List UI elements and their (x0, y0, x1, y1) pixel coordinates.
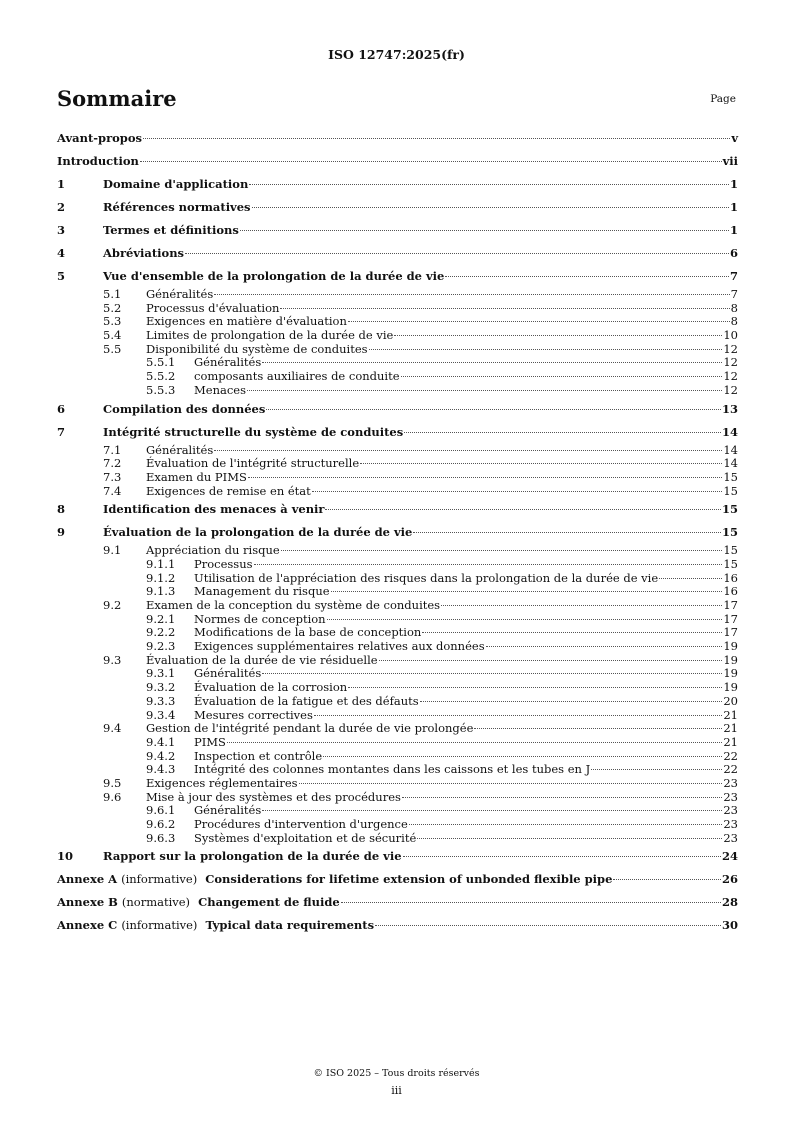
toc-entry[interactable] (57, 502, 738, 520)
toc-entry[interactable] (57, 470, 738, 484)
dot-leader (262, 810, 722, 811)
toc-entry-number: 5 (57, 269, 66, 283)
dot-leader (281, 550, 723, 551)
toc-entry-page: 12 (723, 369, 738, 384)
toc-entry-title: Identification des menaces à venir (103, 502, 325, 517)
toc-entry[interactable] (57, 246, 738, 264)
dot-leader (143, 138, 730, 139)
toc-entry-title: Introduction (57, 154, 139, 168)
toc-entry-page: 15 (723, 483, 738, 498)
toc-entry[interactable] (57, 484, 738, 498)
toc-entry-title: Utilisation de l'appréciation des risques dans la prolongation de la durée de vie (194, 570, 659, 585)
toc-entry-page: 22 (723, 748, 738, 763)
toc-entry-page: 15 (721, 502, 738, 517)
toc-entry-title: Intégrité des colonnes montantes dans les caissons et les tubes en J (194, 762, 591, 777)
toc-entry[interactable] (57, 749, 738, 763)
annex-entry[interactable] (57, 895, 738, 913)
toc-entry-title: Références normatives (103, 200, 251, 214)
toc-entry-page: 17 (723, 625, 738, 640)
toc-entry-page: 19 (723, 680, 738, 695)
dot-leader (375, 925, 721, 926)
toc-entry-number: 9.1.1 (146, 556, 176, 571)
toc-entry-title: Inspection et contrôle (194, 748, 323, 763)
toc-entry-number: 5.5.2 (146, 369, 176, 384)
toc-entry-title: Évaluation de l'intégrité structurelle (146, 456, 360, 471)
toc-entry-title: Domaine d'application (103, 177, 249, 191)
toc-entry-page: 7 (730, 287, 738, 301)
dot-leader (394, 335, 722, 336)
dot-leader (348, 321, 730, 322)
dot-leader (252, 207, 729, 208)
toc-entry-page: 17 (723, 598, 738, 612)
toc-entry-title: Généralités (194, 803, 262, 818)
toc-entry-title: Évaluation de la prolongation de la durée de vie (103, 525, 413, 540)
toc-entry-number: 6 (57, 401, 66, 416)
dot-leader (417, 838, 722, 839)
dot-leader (659, 578, 722, 579)
dot-leader (254, 564, 723, 565)
toc-entry-title: Exigences réglementaires (146, 775, 298, 790)
annex-type: (normative) (121, 895, 191, 910)
toc-entry-number: 9.3.2 (146, 680, 176, 695)
page-column-label: Page (710, 93, 736, 105)
toc-entry-page: 14 (721, 424, 738, 439)
toc-entry-title: Mesures correctives (194, 707, 313, 722)
toc-entry-page: 21 (723, 707, 738, 722)
toc-entry-title: Avant-propos (57, 131, 142, 145)
toc-entry-page: 15 (723, 556, 738, 571)
dot-leader (248, 477, 722, 478)
toc-entry[interactable] (57, 598, 738, 612)
toc-entry-number: 9.4.3 (146, 762, 176, 777)
toc-entry-number: 9.4.2 (146, 748, 176, 763)
toc-entry-number: 5.4 (103, 328, 122, 343)
annex-title: Changement de fluide (198, 895, 340, 910)
toc-entry-page: 24 (721, 849, 738, 864)
toc-entry[interactable] (57, 666, 738, 680)
toc-entry-page: 15 (723, 543, 738, 558)
dot-leader (214, 450, 722, 451)
toc-entry-number: 8 (57, 502, 66, 517)
toc-entry-number: 3 (57, 223, 66, 237)
toc-entry-number: 9.3.4 (146, 707, 176, 722)
toc-entry-title: Disponibilité du système de conduites (146, 341, 368, 356)
dot-leader (360, 463, 722, 464)
toc-entry-number: 5.2 (103, 300, 122, 315)
toc-entry[interactable] (57, 557, 738, 571)
toc-entry[interactable] (57, 269, 738, 287)
toc-entry-title: Rapport sur la prolongation de la durée de vie (103, 849, 402, 864)
toc-entry[interactable] (57, 653, 738, 667)
toc-entry-number: 9.1.3 (146, 584, 176, 599)
dot-leader (341, 902, 721, 903)
toc-entry-page: 14 (723, 456, 738, 471)
toc-entry[interactable] (57, 223, 738, 241)
toc-entry-title: Normes de conception (194, 611, 326, 626)
toc-entry-number: 5.1 (103, 287, 122, 301)
dot-leader (185, 253, 729, 254)
toc-entry-number: 9 (57, 525, 66, 540)
dot-leader (404, 432, 721, 433)
dot-leader (227, 742, 722, 743)
toc-entry-title: Termes et définitions (103, 223, 239, 237)
toc-entry-page: 21 (723, 734, 738, 749)
dot-leader (445, 276, 729, 277)
toc-entry-number: 9.3.3 (146, 693, 176, 708)
toc-entry-page: vii (722, 154, 738, 168)
annex-entry[interactable] (57, 872, 738, 890)
toc-entry-page: 23 (723, 830, 738, 845)
dot-leader (280, 308, 729, 309)
toc-entry-title: Évaluation de la durée de vie résiduelle (146, 652, 378, 667)
toc-entry-number: 9.3 (103, 652, 122, 667)
toc-entry[interactable] (57, 154, 738, 172)
toc-entry-title: Limites de prolongation de la durée de vie (146, 328, 394, 343)
toc-entry-page: 23 (723, 803, 738, 818)
toc-entry-number: 7.4 (103, 483, 122, 498)
annex-label: Annexe A (57, 872, 118, 887)
dot-leader (140, 161, 722, 162)
toc-entry-page: 13 (721, 401, 738, 416)
toc-entry[interactable] (57, 612, 738, 626)
toc-entry-page: 8 (730, 300, 738, 315)
toc-entry-number: 9.6.2 (146, 817, 176, 831)
toc-entry-title: Généralités (146, 442, 214, 457)
toc-entry-title: Systèmes d'exploitation et de sécurité (194, 830, 417, 845)
dot-leader (486, 646, 723, 647)
dot-leader (240, 230, 729, 231)
dot-leader (299, 783, 723, 784)
toc-entry[interactable] (57, 177, 738, 195)
dot-leader (441, 605, 722, 606)
toc-entry-number: 9.5 (103, 775, 122, 790)
annex-title: Considerations for lifetime extension of unbonded flexible pipe (205, 872, 613, 887)
toc-entry-title: composants auxiliaires de conduite (194, 369, 400, 384)
toc-entry-number: 5.5 (103, 341, 122, 356)
toc-entry-number: 7.3 (103, 469, 122, 484)
toc-entry-number: 9.2.2 (146, 625, 176, 640)
toc-entry-title: Examen de la conception du système de conduites (146, 598, 441, 612)
toc-entry[interactable] (57, 817, 738, 831)
toc-entry-page: 12 (723, 355, 738, 370)
toc-entry[interactable] (57, 762, 738, 776)
page-title: Sommaire (57, 86, 177, 111)
toc-entry[interactable] (57, 314, 738, 328)
toc-entry[interactable] (57, 776, 738, 790)
toc-entry-title: Abréviations (103, 246, 185, 260)
toc-entry-number: 10 (57, 849, 74, 864)
toc-entry[interactable] (57, 525, 738, 543)
toc-entry-page: 23 (723, 789, 738, 804)
dot-leader (247, 390, 722, 391)
toc-entry-title: Vue d'ensemble de la prolongation de la durée de vie (103, 269, 445, 283)
toc-entry-number: 9.6.1 (146, 803, 176, 818)
toc-entry-page: 1 (729, 177, 738, 191)
toc-entry-number: 9.4 (103, 721, 122, 736)
toc-entry-title: Appréciation du risque (146, 543, 280, 558)
toc-entry-page: 19 (723, 639, 738, 654)
dot-leader (214, 294, 729, 295)
toc-entry-page: 12 (723, 382, 738, 397)
toc-entry-number: 7.1 (103, 442, 122, 457)
toc-entry-number: 5.5.1 (146, 355, 176, 370)
toc-entry[interactable] (57, 639, 738, 653)
annex-label: Annexe B (57, 895, 118, 910)
toc-entry-page: 1 (729, 200, 738, 214)
toc-entry[interactable] (57, 849, 738, 867)
toc-entry-title: Processus d'évaluation (146, 300, 280, 315)
toc-entry-number: 9.6 (103, 789, 122, 804)
dot-leader (327, 619, 723, 620)
toc-entry[interactable] (57, 708, 738, 722)
toc-entry-number: 9.4.1 (146, 734, 176, 749)
toc-entry[interactable] (57, 425, 738, 443)
toc-entry-page: 16 (723, 584, 738, 599)
dot-leader (613, 879, 721, 880)
toc-entry-page: 22 (723, 762, 738, 777)
toc-entry-page: 6 (729, 246, 738, 260)
dot-leader (314, 715, 723, 716)
toc-entry-page: 1 (729, 223, 738, 237)
dot-leader (474, 728, 722, 729)
dot-leader (413, 532, 721, 533)
toc-entry[interactable] (57, 543, 738, 557)
toc-entry[interactable] (57, 131, 738, 149)
toc-entry[interactable] (57, 735, 738, 749)
toc-entry-number: 9.2.3 (146, 639, 176, 654)
toc-entry[interactable] (57, 790, 738, 804)
toc-entry[interactable] (57, 355, 738, 369)
dot-leader (312, 491, 723, 492)
toc-entry-page: v (731, 131, 738, 145)
toc-entry[interactable] (57, 680, 738, 694)
dot-leader (325, 509, 721, 510)
toc-entry-number: 2 (57, 200, 66, 214)
toc-entry-title: Généralités (146, 287, 214, 301)
dot-leader (403, 856, 721, 857)
toc-entry-title: Mise à jour des systèmes et des procédures (146, 789, 401, 804)
toc-entry-number: 9.1.2 (146, 570, 176, 585)
toc-entry-title: Évaluation de la fatigue et des défauts (194, 693, 419, 708)
page-number: iii (391, 1084, 402, 1097)
toc-entry[interactable] (57, 443, 738, 457)
dot-leader (266, 409, 721, 410)
annex-title: Typical data requirements (205, 918, 375, 933)
toc-entry-title: Processus (194, 556, 253, 571)
toc-entry-title: Exigences en matière d'évaluation (146, 314, 347, 329)
toc-entry-page: 23 (723, 817, 738, 831)
toc-entry[interactable] (57, 301, 738, 315)
toc-entry-page: 8 (730, 314, 738, 329)
copyright-footer: © ISO 2025 – Tous droits réservés (313, 1068, 480, 1079)
toc-entry-title: Menaces (194, 382, 246, 397)
toc-entry[interactable] (57, 328, 738, 342)
toc-entry[interactable] (57, 721, 738, 735)
toc-entry-page: 15 (723, 469, 738, 484)
dot-leader (262, 362, 722, 363)
toc-entry-page: 12 (723, 341, 738, 356)
toc-entry-title: Management du risque (194, 584, 330, 599)
toc-entry[interactable] (57, 369, 738, 383)
toc-entry-title: Modifications de la base de conception (194, 625, 422, 640)
toc-entry-title: Intégrité structurelle du système de conduites (103, 424, 404, 439)
toc-entry[interactable] (57, 584, 738, 598)
toc-entry-number: 7.2 (103, 456, 122, 471)
annex-page: 28 (721, 895, 738, 910)
toc-entry-title: Procédures d'intervention d'urgence (194, 817, 408, 831)
annex-type: (informative) (121, 918, 198, 933)
toc-entry[interactable] (57, 200, 738, 218)
toc-entry-number: 9.2.1 (146, 611, 176, 626)
dot-leader (409, 824, 723, 825)
toc-entry-page: 16 (723, 570, 738, 585)
toc-entry-number: 5.5.3 (146, 382, 176, 397)
toc-entry-page: 21 (723, 721, 738, 736)
toc-entry-number: 1 (57, 177, 66, 191)
toc-entry-page: 23 (723, 775, 738, 790)
annex-page: 30 (721, 918, 738, 933)
dot-leader (591, 769, 722, 770)
toc-entry[interactable] (57, 831, 738, 845)
dot-leader (249, 184, 729, 185)
toc-entry[interactable] (57, 287, 738, 301)
toc-entry-number: 5.3 (103, 314, 122, 329)
dot-leader (422, 632, 722, 633)
table-of-contents (57, 126, 738, 936)
toc-entry[interactable] (57, 456, 738, 470)
toc-entry[interactable] (57, 571, 738, 585)
dot-leader (402, 797, 722, 798)
annex-type: (informative) (121, 872, 198, 887)
annex-label: Annexe C (57, 918, 118, 933)
toc-entry-title: Examen du PIMS (146, 469, 247, 484)
toc-entry[interactable] (57, 625, 738, 639)
toc-entry-page: 10 (723, 328, 738, 343)
dot-leader (331, 591, 723, 592)
dot-leader (348, 687, 722, 688)
toc-entry-number: 9.2 (103, 598, 122, 612)
toc-entry-number: 9.1 (103, 543, 122, 558)
toc-entry-number: 7 (57, 424, 66, 439)
toc-entry-title: Compilation des données (103, 401, 266, 416)
dot-leader (379, 660, 723, 661)
toc-entry-number: 9.3.1 (146, 666, 176, 681)
toc-entry-title: Exigences de remise en état (146, 483, 311, 498)
dot-leader (420, 701, 723, 702)
toc-entry-page: 7 (729, 269, 738, 283)
toc-entry-page: 19 (723, 652, 738, 667)
toc-entry-page: 14 (723, 442, 738, 457)
toc-entry-number: 9.6.3 (146, 830, 176, 845)
toc-entry-page: 19 (723, 666, 738, 681)
toc-entry-page: 15 (721, 525, 738, 540)
toc-entry-title: Généralités (194, 355, 262, 370)
dot-leader (401, 376, 723, 377)
dot-leader (262, 673, 722, 674)
toc-entry-title: PIMS (194, 734, 226, 749)
annex-page: 26 (721, 872, 738, 887)
document-header: ISO 12747:2025(fr) (328, 47, 465, 62)
toc-entry-title: Gestion de l'intégrité pendant la durée de vie prolongée (146, 721, 474, 736)
toc-entry-page: 17 (723, 611, 738, 626)
dot-leader (323, 756, 722, 757)
toc-entry-title: Généralités (194, 666, 262, 681)
toc-entry[interactable] (57, 402, 738, 420)
toc-entry-number: 4 (57, 246, 66, 260)
dot-leader (369, 349, 723, 350)
toc-entry-page: 20 (723, 693, 738, 708)
annex-entry[interactable] (57, 918, 738, 936)
toc-entry[interactable] (57, 383, 738, 397)
toc-entry[interactable] (57, 803, 738, 817)
toc-entry[interactable] (57, 694, 738, 708)
toc-entry-title: Exigences supplémentaires relatives aux données (194, 639, 485, 654)
toc-entry-title: Évaluation de la corrosion (194, 680, 348, 695)
toc-entry[interactable] (57, 342, 738, 356)
